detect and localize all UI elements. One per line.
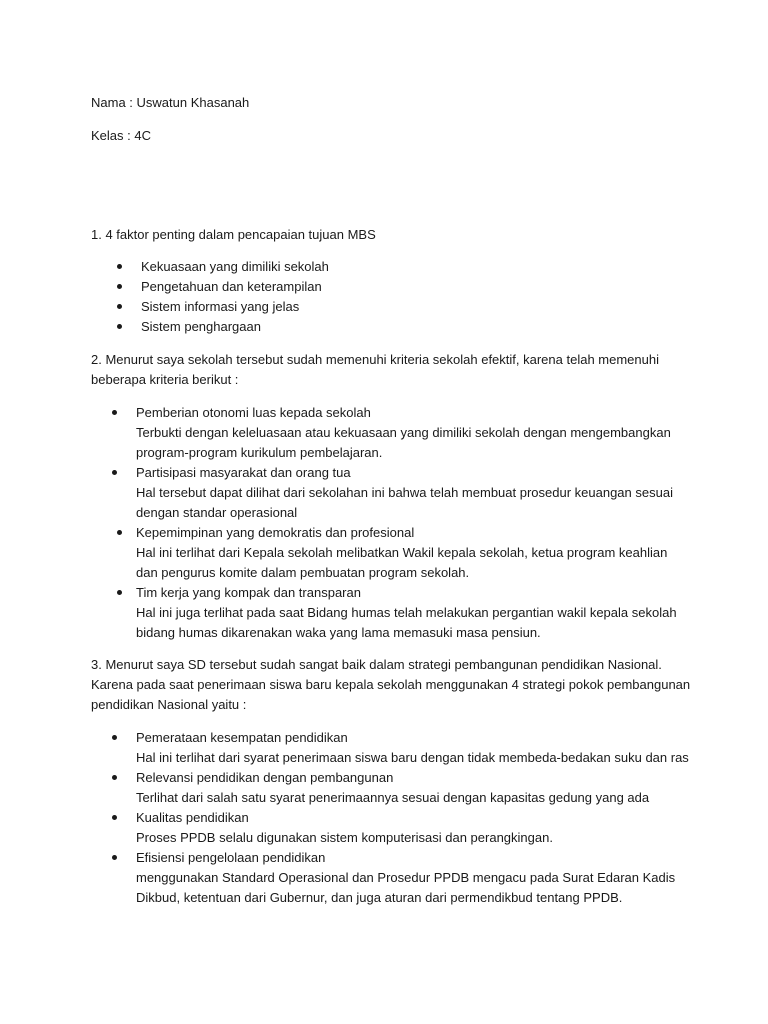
q1-item: Pengetahuan dan keterampilan (141, 279, 322, 294)
bullet-icon (112, 855, 117, 860)
q3-item-title: Kualitas pendidikan (136, 810, 249, 825)
bullet-icon (117, 324, 122, 329)
q2-item-line: program-program kurikulum pembelajaran. (136, 445, 383, 460)
q3-item-title: Pemerataan kesempatan pendidikan (136, 730, 348, 745)
q3-item-line: Proses PPDB selalu digunakan sistem komputerisasi dan perangkingan. (136, 830, 553, 845)
q3-intro-line: pendidikan Nasional yaitu : (91, 697, 247, 712)
q1-title: 1. 4 faktor penting dalam pencapaian tujuan MBS (91, 227, 376, 242)
q2-item-line: Terbukti dengan keleluasaan atau kekuasaan yang dimiliki sekolah dengan mengembangkan (136, 425, 671, 440)
bullet-icon (117, 284, 122, 289)
q2-item-line: bidang humas dikarenakan waka yang lama memasuki masa pensiun. (136, 625, 541, 640)
bullet-icon (117, 264, 122, 269)
bullet-icon (112, 775, 117, 780)
bullet-icon (117, 304, 122, 309)
q3-item-title: Efisiensi pengelolaan pendidikan (136, 850, 326, 865)
bullet-icon (112, 470, 117, 475)
bullet-icon (112, 735, 117, 740)
q3-item-line: menggunakan Standard Operasional dan Prosedur PPDB mengacu pada Surat Edaran Kadis (136, 870, 676, 885)
q3-intro-line: 3. Menurut saya SD tersebut sudah sangat baik dalam strategi pembangunan pendidikan Nasional. (91, 657, 662, 672)
q3-item-line: Hal ini terlihat dari syarat penerimaan siswa baru dengan tidak membeda-bedakan suku dan ras (136, 750, 689, 765)
q1-item: Kekuasaan yang dimiliki sekolah (141, 259, 329, 274)
student-class: Kelas : 4C (91, 128, 151, 143)
q2-item-line: Hal tersebut dapat dilihat dari sekolahan ini bahwa telah membuat prosedur keuangan sesuai (136, 485, 673, 500)
q3-item-line: Dikbud, ketentuan dari Gubernur, dan juga aturan dari permendikbud tentang PPDB. (136, 890, 623, 905)
q1-item: Sistem informasi yang jelas (141, 299, 300, 314)
bullet-icon (112, 815, 117, 820)
q3-item-title: Relevansi pendidikan dengan pembangunan (136, 770, 394, 785)
q2-intro-line: beberapa kriteria berikut : (91, 372, 239, 387)
q1-item: Sistem penghargaan (141, 319, 261, 334)
q2-item-title: Pemberian otonomi luas kepada sekolah (136, 405, 371, 420)
q2-intro-line: 2. Menurut saya sekolah tersebut sudah memenuhi kriteria sekolah efektif, karena telah memenuhi (91, 352, 659, 367)
q3-item-line: Terlihat dari salah satu syarat penerimaannya sesuai dengan kapasitas gedung yang ada (136, 790, 650, 805)
q2-item-title: Partisipasi masyarakat dan orang tua (136, 465, 351, 480)
bullet-icon (112, 410, 117, 415)
q2-item-title: Tim kerja yang kompak dan transparan (136, 585, 361, 600)
q2-item-title: Kepemimpinan yang demokratis dan profesional (136, 525, 415, 540)
q2-item-line: dan pengurus komite dalam pembuatan program sekolah. (136, 565, 470, 580)
q2-item-line: Hal ini juga terlihat pada saat Bidang humas telah melakukan pergantian wakil kepala sekolah (136, 605, 677, 620)
bullet-icon (117, 530, 122, 535)
student-name: Nama : Uswatun Khasanah (91, 95, 250, 110)
bullet-icon (117, 590, 122, 595)
q2-item-line: Hal ini terlihat dari Kepala sekolah melibatkan Wakil kepala sekolah, ketua program keahlian (136, 545, 668, 560)
q3-intro-line: Karena pada saat penerimaan siswa baru kepala sekolah menggunakan 4 strategi pokok pembangunan (91, 677, 691, 692)
q2-item-line: dengan standar operasional (136, 505, 298, 520)
